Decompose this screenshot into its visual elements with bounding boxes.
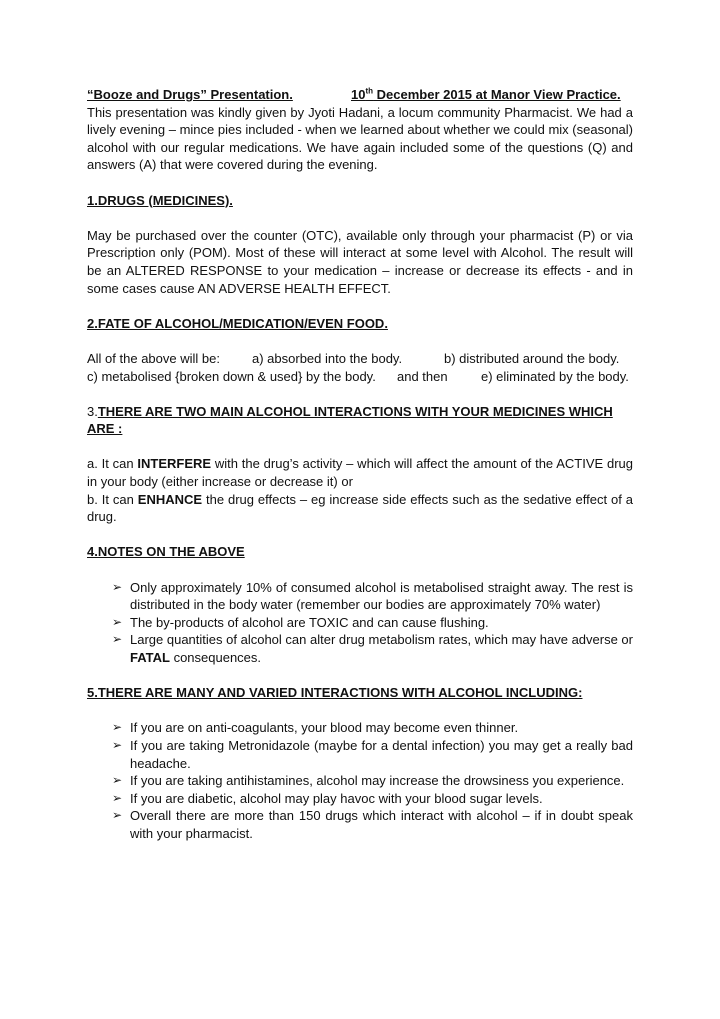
section-1-heading: 1.DRUGS (MEDICINES). <box>87 192 233 208</box>
section-2-item-a: a) absorbed into the body. <box>252 350 403 366</box>
document-title <box>87 86 633 104</box>
section-3-heading <box>87 403 633 438</box>
list-item-text: The by-products of alcohol are TOXIC and can cause flushing. <box>130 614 489 630</box>
section-2-item-b: b) distributed around the body. <box>444 350 620 366</box>
section-3-point-a <box>87 455 633 490</box>
title-date-number: 10 <box>351 87 366 102</box>
list-item <box>112 772 633 790</box>
section-3-point-b <box>87 491 633 526</box>
list-item <box>112 807 633 842</box>
title-date-suffix: th <box>365 86 374 96</box>
section-3-a-prefix: a. It can <box>87 456 138 472</box>
list-item <box>112 737 633 772</box>
arrow-bullet-icon: ➢ <box>112 808 123 823</box>
intro-paragraph: This presentation was kindly given by Jyoti Hadani, a locum community Pharmacist. We had a lively evening – mince pies included - when we learned about whether we could mix (seasonal) alcohol with our regular medications. We have again included some of the questions (Q) and answers (A) that were covered during the evening. <box>87 104 633 173</box>
section-3-heading-text: THERE ARE TWO MAIN ALCOHOL INTERACTIONS WITH YOUR MEDICINES WHICH ARE : <box>87 403 613 437</box>
list-item-keyword: FATAL <box>130 650 170 665</box>
section-3-b-keyword: ENHANCE <box>137 491 203 507</box>
section-3-b-text: the drug effects – eg increase side effects such as the sedative effect of a drug. <box>87 491 633 525</box>
section-1-body: May be purchased over the counter (OTC), available only through your pharmacist (P) or via Prescription only (POM). Most of these will interact at some level with Alcohol. The result will be an ALTERED RESPONSE to your medication – increase or decrease its effects - and in some cases cause AN ADVERSE HEALTH EFFECT. <box>87 227 633 296</box>
section-3-a-text: with the drug’s activity – which will affect the amount of the ACTIVE drug in your body (either increase or decrease it) or <box>87 456 633 490</box>
arrow-bullet-icon: ➢ <box>112 614 123 629</box>
list-item-text: If you are taking antihistamines, alcohol may increase the drowsiness you experience. <box>130 773 625 789</box>
list-item-text: Large quantities of alcohol can alter drug metabolism rates, which may have adverse or <box>130 632 633 648</box>
section-3-a-keyword: INTERFERE <box>137 456 212 472</box>
section-2-then: and then <box>397 368 448 384</box>
list-item <box>112 719 633 737</box>
arrow-bullet-icon: ➢ <box>112 790 123 805</box>
list-item <box>112 631 633 666</box>
list-item <box>112 579 633 614</box>
section-4-heading: 4.NOTES ON THE ABOVE <box>87 544 245 560</box>
section-5-heading: 5.THERE ARE MANY AND VARIED INTERACTIONS WITH ALCOHOL INCLUDING: <box>87 685 583 701</box>
section-5-list <box>87 719 633 842</box>
title-date <box>351 86 621 104</box>
arrow-bullet-icon: ➢ <box>112 579 123 594</box>
list-item-text: If you are diabetic, alcohol may play havoc with your blood sugar levels. <box>130 790 543 806</box>
section-2-row-1 <box>87 350 633 368</box>
title-presentation: “Booze and Drugs” Presentation. <box>87 87 293 102</box>
section-2-item-e: e) eliminated by the body. <box>481 368 629 384</box>
list-item-text: Overall there are more than 150 drugs which interact with alcohol – if in doubt speak with your pharmacist. <box>130 808 633 841</box>
section-4-list <box>87 579 633 667</box>
section-2-row-2 <box>87 368 633 386</box>
arrow-bullet-icon: ➢ <box>112 632 123 647</box>
section-3-number: 3. <box>87 403 98 419</box>
section-2-heading: 2.FATE OF ALCOHOL/MEDICATION/EVEN FOOD. <box>87 315 388 331</box>
section-2-lead: All of the above will be: <box>87 350 220 366</box>
list-item-text-end: consequences. <box>169 650 262 665</box>
list-item <box>112 614 633 632</box>
section-3-b-prefix: b. It can <box>87 491 138 507</box>
document-page <box>87 86 633 843</box>
title-date-rest: December 2015 at Manor View Practice. <box>373 87 621 102</box>
list-item <box>112 790 633 808</box>
arrow-bullet-icon: ➢ <box>112 773 123 788</box>
arrow-bullet-icon: ➢ <box>112 720 123 735</box>
list-item-text: If you are on anti-coagulants, your blood may become even thinner. <box>130 720 519 736</box>
arrow-bullet-icon: ➢ <box>112 737 123 752</box>
list-item-text: Only approximately 10% of consumed alcohol is metabolised straight away. The rest is distributed in the body water (remember our bodies are approximately 70% water) <box>130 579 633 613</box>
section-2-item-c: c) metabolised {broken down & used} by the body. <box>87 368 376 384</box>
list-item-text: If you are taking Metronidazole (maybe for a dental infection) you may get a really bad headache. <box>130 737 633 771</box>
